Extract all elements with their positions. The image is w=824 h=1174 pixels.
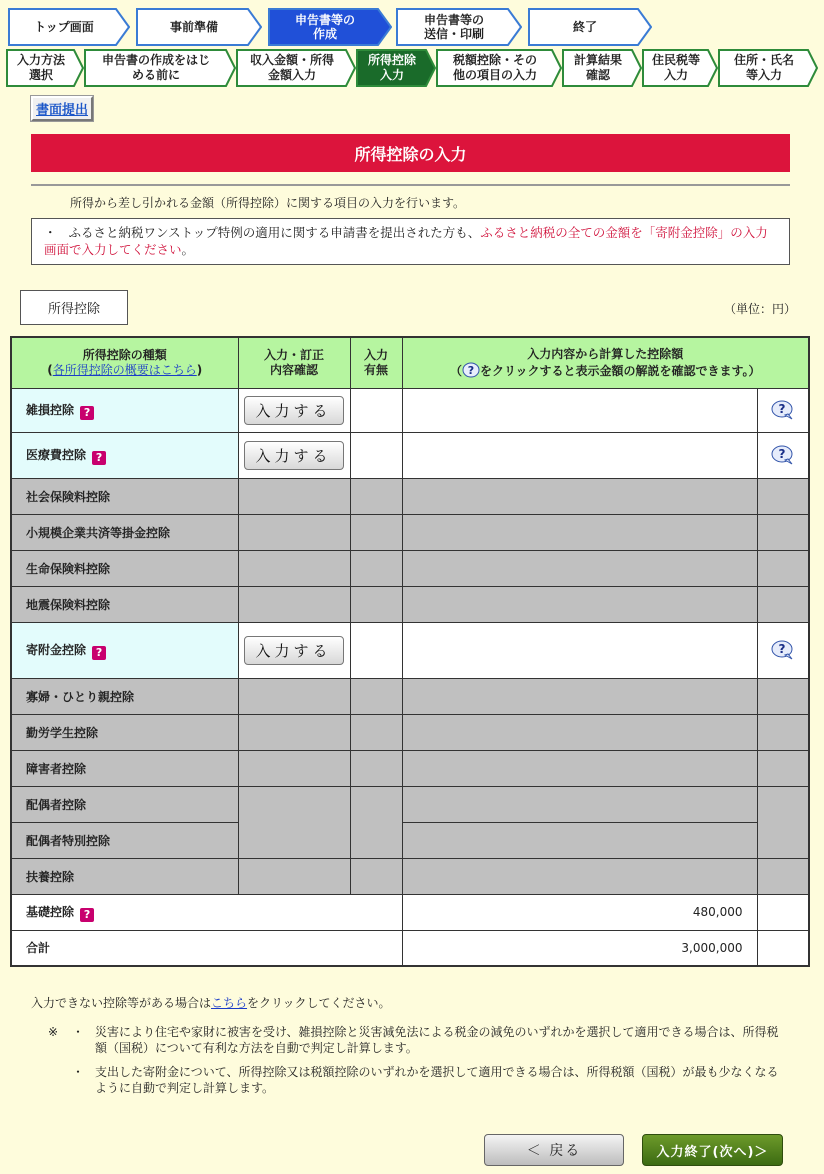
input-cell — [238, 714, 350, 750]
step-label: トップ画面 — [34, 20, 94, 34]
help-icon[interactable]: ? — [92, 451, 106, 465]
paper-submission-button[interactable]: 書面提出 — [31, 96, 93, 121]
deduction-label-text: 地震保険料控除 — [26, 597, 111, 612]
notice-text: ふるさと納税ワンストップ特例の適用に関する申請書を提出された方も、 — [68, 225, 481, 240]
header-presence: 入力 有無 — [350, 337, 402, 388]
substep-2 — [84, 49, 236, 87]
presence-cell — [350, 750, 402, 786]
unit-label: （単位：円） — [724, 302, 797, 316]
help-cell — [757, 750, 809, 786]
table-row — [11, 622, 809, 678]
deduction-label — [11, 586, 238, 622]
help-cell — [757, 678, 809, 714]
total-row — [11, 930, 809, 966]
question-bubble-icon — [462, 362, 480, 378]
amount-cell — [402, 586, 757, 622]
input-cell — [238, 514, 350, 550]
table-row — [11, 432, 809, 478]
header-type: 所得控除の種類 (各所得控除の概要はこちら) — [11, 337, 238, 388]
notice-red-text: ふるさと納税の全ての金額を「寄附金控除」の入力画面で入力してください — [44, 225, 768, 257]
substep-label: 申告書の作成をはじ める前に — [101, 53, 210, 82]
footer-link[interactable]: こちら — [211, 996, 248, 1010]
input-cell — [238, 858, 350, 894]
help-cell — [757, 714, 809, 750]
amount-cell — [402, 750, 757, 786]
step-5 — [528, 8, 652, 46]
table-row — [11, 858, 809, 894]
furusato-notice — [31, 218, 790, 265]
presence-cell — [350, 714, 402, 750]
deduction-label — [11, 858, 238, 894]
question-bubble-icon[interactable] — [770, 445, 796, 465]
help-cell — [757, 894, 809, 930]
presence-cell — [350, 586, 402, 622]
presence-cell — [350, 678, 402, 714]
amount-cell — [402, 714, 757, 750]
basic-deduction-label — [11, 894, 402, 930]
substep-label: 入力方法 選択 — [16, 53, 65, 82]
page-title: 所得控除の入力 — [31, 134, 790, 172]
notice-end: 。 — [181, 242, 195, 257]
table-row — [11, 550, 809, 586]
note1-bullet: ・ — [72, 1025, 85, 1039]
next-button[interactable]: 入力終了(次へ)＞ — [642, 1134, 783, 1166]
deduction-label — [11, 550, 238, 586]
deduction-label-text: 雑損控除 — [26, 402, 75, 417]
help-icon[interactable]: ? — [92, 646, 106, 660]
header-type-title: 所得控除の種類 — [82, 347, 167, 362]
help-cell — [757, 786, 809, 858]
basic-deduction-row — [11, 894, 809, 930]
input-cell — [238, 550, 350, 586]
deduction-label — [11, 678, 238, 714]
table-row — [11, 822, 809, 858]
amount-cell — [402, 478, 757, 514]
deduction-label — [11, 514, 238, 550]
total-amount: 3,000,000 — [402, 930, 757, 966]
input-cell — [238, 622, 350, 678]
svg-text:?: ? — [778, 642, 786, 656]
help-cell — [757, 514, 809, 550]
amount-cell — [402, 388, 757, 432]
note2-bullet: ・ — [72, 1065, 85, 1079]
divider — [31, 184, 790, 186]
help-cell — [757, 388, 809, 432]
input-cell — [238, 388, 350, 432]
header-amount-sub: （ ? をクリックすると表示金額の解説を確認できます。） — [449, 363, 761, 378]
table-row — [11, 786, 809, 822]
header-input: 入力・訂正 内容確認 — [238, 337, 350, 388]
deduction-label — [11, 478, 238, 514]
table-row — [11, 388, 809, 432]
table-row — [11, 678, 809, 714]
step-label: 申告書等の 送信・印刷 — [423, 13, 484, 41]
substep-label: 税額控除・その 他の項目の入力 — [452, 53, 537, 82]
substep-label: 住所・氏名 等入力 — [733, 53, 794, 82]
deduction-label-text: 障害者控除 — [26, 761, 87, 776]
substep-4 — [356, 49, 436, 87]
substep-5 — [436, 49, 562, 87]
deduction-label — [11, 388, 238, 432]
input-cell — [238, 750, 350, 786]
svg-text:?: ? — [778, 402, 786, 416]
amount-cell — [402, 622, 757, 678]
presence-cell — [350, 388, 402, 432]
note2-text: 支出した寄附金について、所得控除又は税額控除のいずれかを選択して適用できる場合は、所得税額（国税）が最も少なくなるように自動で判定し計算します。 — [95, 1065, 779, 1095]
table-row — [11, 714, 809, 750]
amount-cell — [402, 858, 757, 894]
substep-8 — [718, 49, 818, 87]
deduction-label-text: 配偶者控除 — [26, 797, 87, 812]
intro-text: 所得から差し引かれる金額（所得控除）に関する項目の入力を行います。 — [70, 196, 466, 210]
total-label: 合計 — [11, 930, 402, 966]
help-icon[interactable]: ? — [80, 406, 94, 420]
basic-deduction-text: 基礎控除 — [26, 904, 75, 919]
amount-cell — [402, 822, 757, 858]
footer-text: 入力できない控除等がある場合はこちらをクリックしてください。 — [31, 996, 391, 1010]
table-row — [11, 586, 809, 622]
amount-cell — [402, 678, 757, 714]
deduction-label — [11, 714, 238, 750]
note-mark: ※ — [48, 1025, 59, 1039]
deduction-label — [11, 622, 238, 678]
presence-cell — [350, 478, 402, 514]
substep-label: 住民税等 入力 — [651, 53, 700, 82]
deduction-label-text: 生命保険料控除 — [26, 561, 111, 576]
deduction-label — [11, 822, 238, 858]
deduction-label-text: 社会保険料控除 — [26, 489, 111, 504]
help-icon[interactable]: ? — [80, 908, 94, 922]
step-2 — [136, 8, 262, 46]
table-row — [11, 514, 809, 550]
basic-deduction-amount: 480,000 — [402, 894, 757, 930]
deduction-label-text: 寄附金控除 — [26, 642, 87, 657]
input-button[interactable]: 入力する — [244, 441, 344, 470]
notice-bullet: ・ — [44, 225, 57, 240]
amount-cell — [402, 514, 757, 550]
header-amount — [402, 337, 809, 388]
section-label: 所得控除 — [20, 290, 128, 325]
step-4 — [396, 8, 522, 46]
amount-cell — [402, 786, 757, 822]
substep-label: 所得控除 入力 — [367, 53, 416, 82]
input-cell — [238, 478, 350, 514]
header-amount-title: 入力内容から計算した控除額 — [527, 346, 684, 361]
note1-text: 災害により住宅や家財に被害を受け、雑損控除と災害減免法による税金の減免のいずれかを選択して適用できる場合は、所得税額（国税）について有利な方法を自動で判定し計算します。 — [95, 1025, 779, 1055]
deduction-label-text: 小規模企業共済等掛金控除 — [26, 525, 171, 540]
step-label: 事前準備 — [169, 20, 218, 34]
substep-label: 収入金額・所得 金額入力 — [249, 53, 334, 82]
help-cell — [757, 858, 809, 894]
step-1 — [8, 8, 130, 46]
presence-cell — [350, 786, 402, 858]
step-3 — [268, 8, 392, 46]
deduction-label-text: 寡婦・ひとり親控除 — [26, 689, 135, 704]
substep-3 — [236, 49, 356, 87]
input-cell — [238, 432, 350, 478]
step-label: 申告書等の 作成 — [294, 13, 355, 41]
input-button[interactable]: 入力する — [244, 636, 344, 665]
amount-cell — [402, 432, 757, 478]
substep-7 — [642, 49, 718, 87]
back-button[interactable]: ＜ 戻る — [484, 1134, 624, 1166]
presence-cell — [350, 432, 402, 478]
table-row — [11, 478, 809, 514]
deduction-table — [10, 336, 810, 967]
substep-6 — [562, 49, 642, 87]
sub-steps — [6, 49, 818, 87]
svg-text:?: ? — [467, 363, 475, 377]
substep-label: 計算結果 確認 — [573, 53, 622, 82]
presence-cell — [350, 622, 402, 678]
input-cell — [238, 586, 350, 622]
progress-steps — [8, 8, 658, 46]
table-header-row — [11, 337, 809, 388]
deduction-label — [11, 432, 238, 478]
amount-cell — [402, 550, 757, 586]
presence-cell — [350, 514, 402, 550]
deduction-label-text: 配偶者特別控除 — [26, 833, 111, 848]
help-cell — [757, 478, 809, 514]
deduction-label-text: 医療費控除 — [26, 447, 87, 462]
question-bubble-icon[interactable] — [770, 400, 796, 420]
help-cell — [757, 586, 809, 622]
help-cell — [757, 550, 809, 586]
input-cell — [238, 786, 350, 858]
input-cell — [238, 678, 350, 714]
presence-cell — [350, 858, 402, 894]
deduction-label — [11, 786, 238, 822]
svg-text:?: ? — [778, 447, 786, 461]
deduction-label-text: 勤労学生控除 — [26, 725, 99, 740]
presence-cell — [350, 550, 402, 586]
question-bubble-icon[interactable] — [770, 640, 796, 660]
step-label: 終了 — [572, 20, 597, 34]
help-cell — [757, 432, 809, 478]
deduction-overview-link[interactable]: 各所得控除の概要はこちら — [52, 362, 197, 377]
substep-1 — [6, 49, 84, 87]
help-cell — [757, 622, 809, 678]
help-cell — [757, 930, 809, 966]
input-button[interactable]: 入力する — [244, 396, 344, 425]
table-row — [11, 750, 809, 786]
deduction-label-text: 扶養控除 — [26, 869, 75, 884]
deduction-label — [11, 750, 238, 786]
